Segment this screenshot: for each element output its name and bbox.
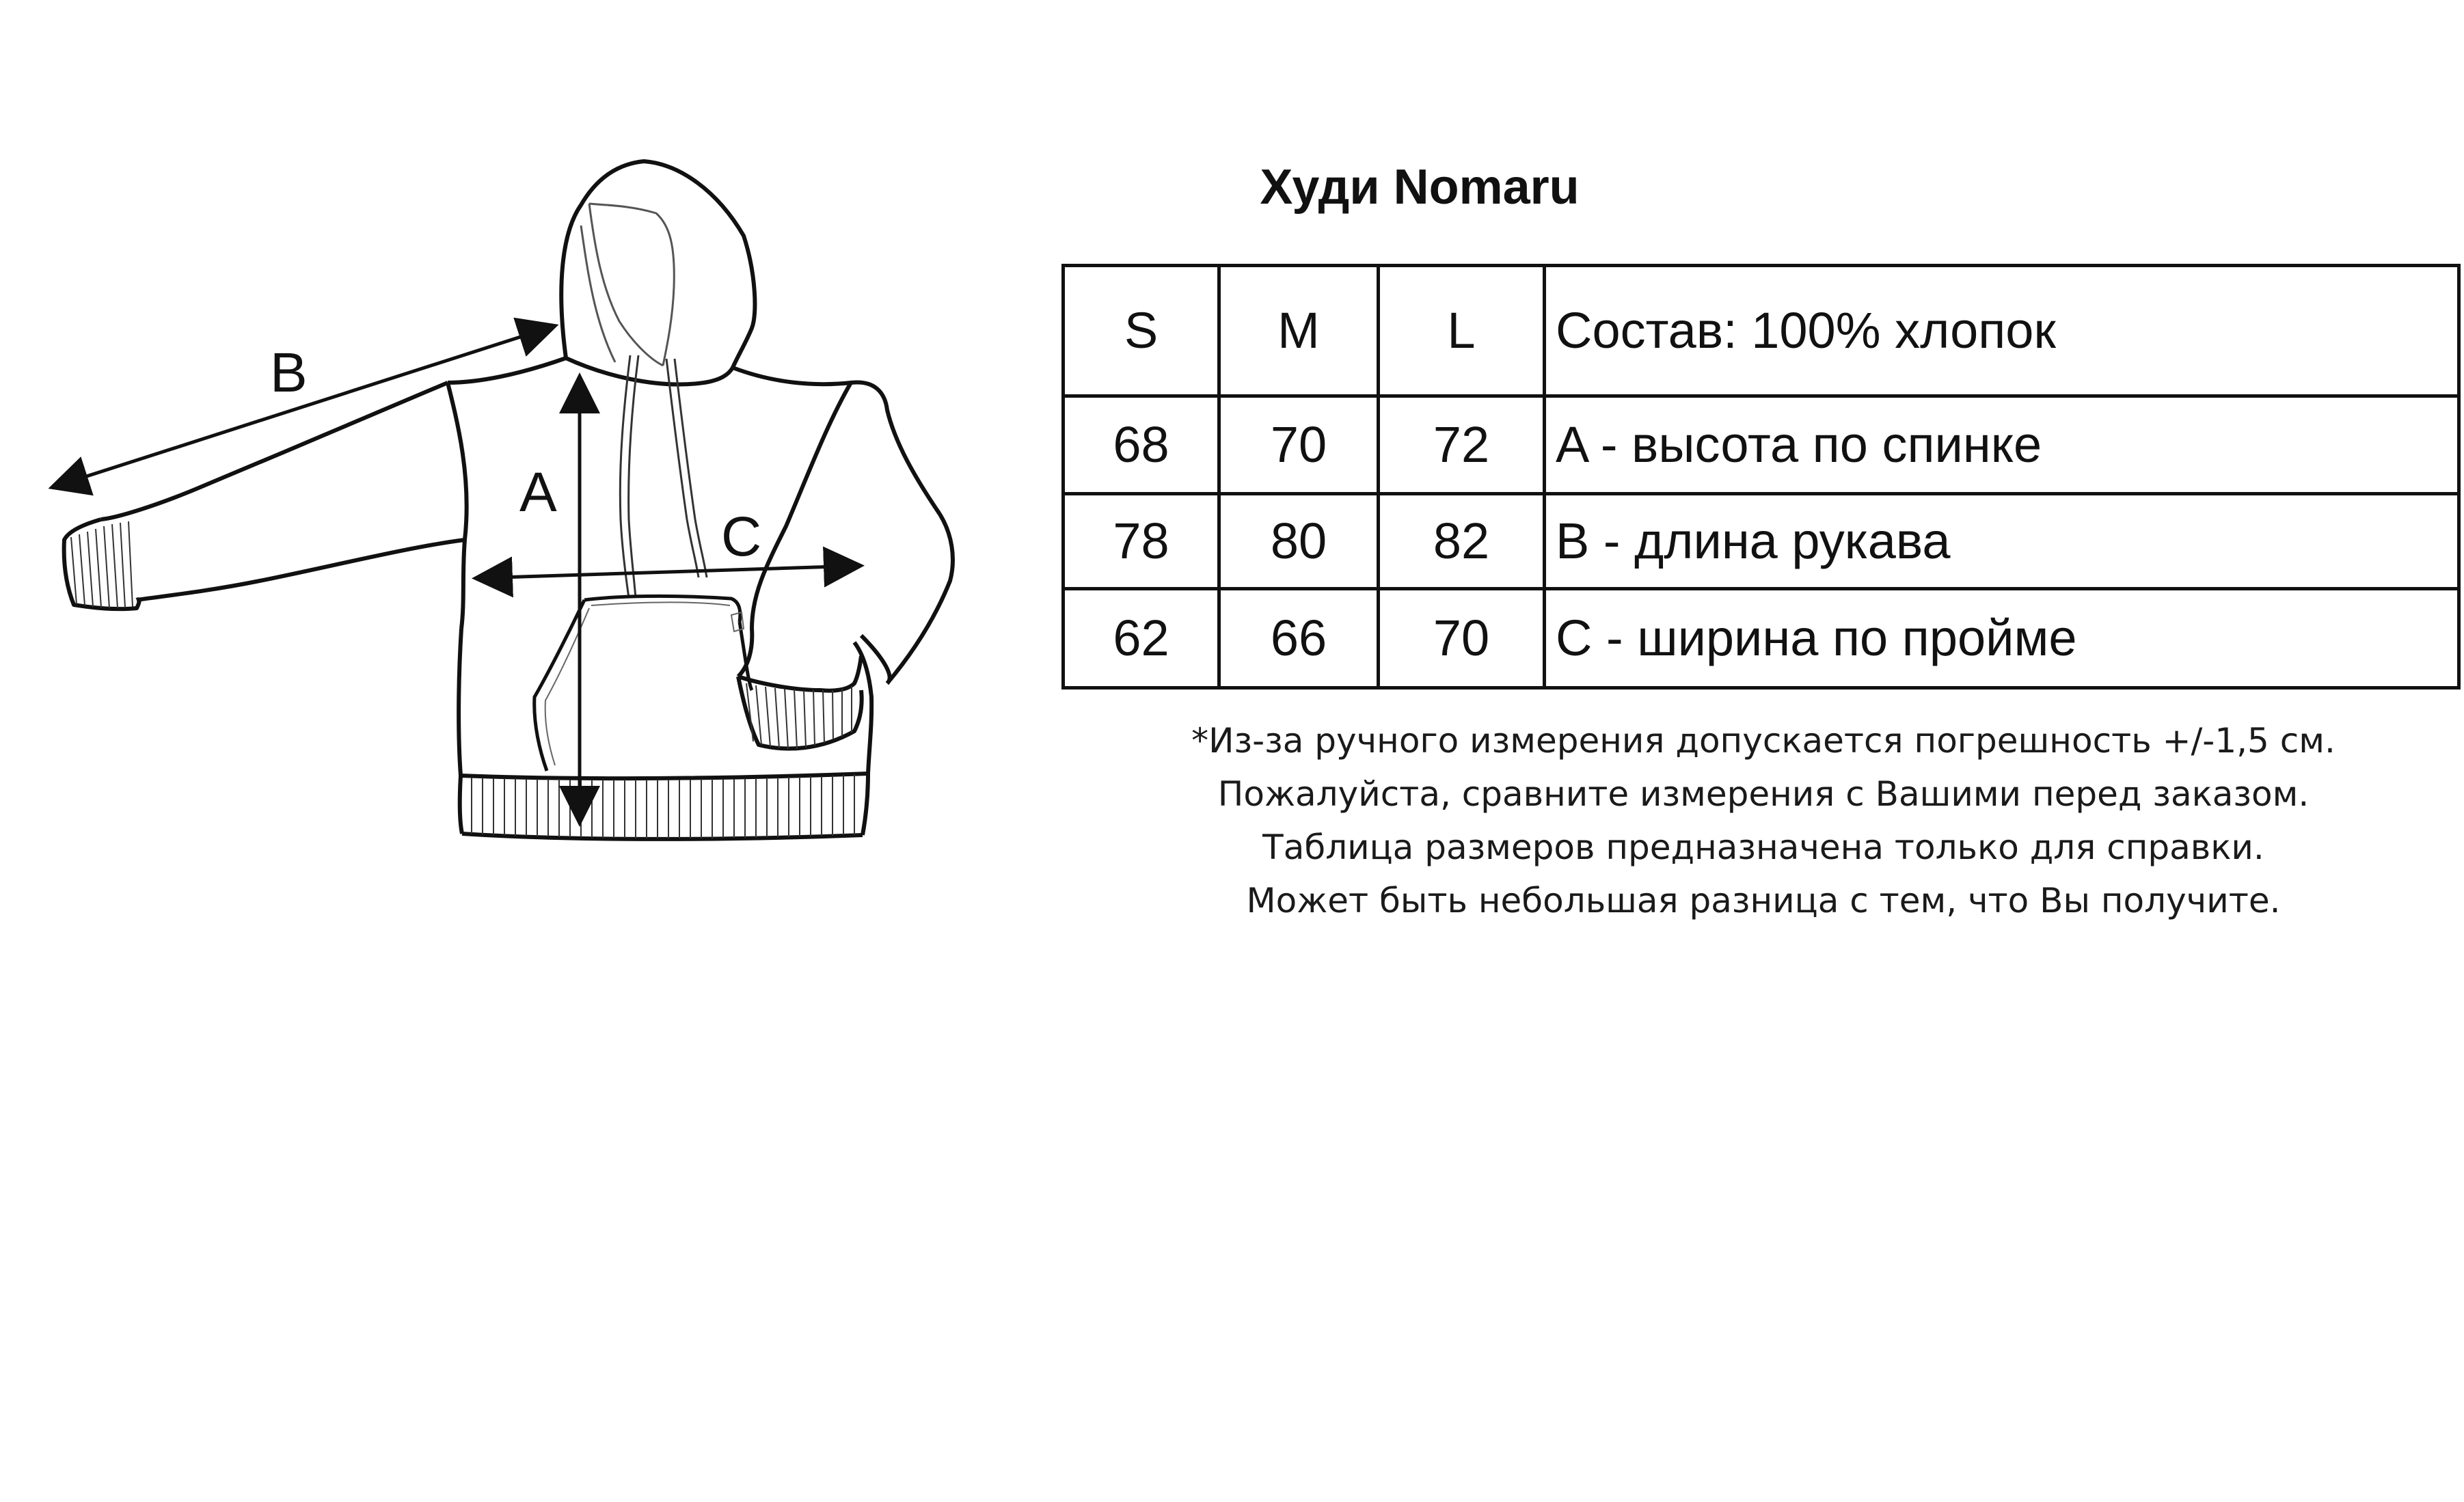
value-s-b: 78 — [1064, 494, 1219, 589]
table-row — [1064, 396, 2459, 494]
table-header-row — [1064, 266, 2459, 396]
size-m-header: M — [1219, 266, 1379, 396]
measure-c-line — [478, 566, 858, 578]
size-table — [1061, 264, 2461, 689]
measure-b-description: B - длина рукава — [1545, 494, 2459, 589]
composition-cell: Состав: 100% хлопок — [1545, 266, 2459, 396]
table-row — [1064, 494, 2459, 589]
waistband — [460, 774, 868, 839]
size-l-header: L — [1379, 266, 1545, 396]
value-l-c: 70 — [1379, 589, 1545, 688]
product-title: Худи Nomaru — [1260, 160, 1580, 215]
note-reference: Таблица размеров предназначена только для справки. — [1262, 828, 2264, 867]
value-l-a: 72 — [1379, 396, 1545, 494]
pocket-inner-stitch — [545, 603, 744, 766]
body — [448, 358, 953, 778]
note-tolerance: *Из-за ручного измерения допускается погрешность +/-1,5 см. — [1191, 721, 2336, 761]
value-m-b: 80 — [1219, 494, 1379, 589]
value-l-b: 82 — [1379, 494, 1545, 589]
left-cuff-ribbing — [71, 521, 133, 608]
measure-a-description: A - высота по спинке — [1545, 396, 2459, 494]
left-sleeve — [64, 383, 465, 609]
value-m-c: 66 — [1219, 589, 1379, 688]
value-m-a: 70 — [1219, 396, 1379, 494]
disclaimer-notes — [1114, 714, 2413, 927]
kangaroo-pocket — [534, 596, 752, 771]
note-difference: Может быть небольшая разница с тем, что Вы получите. — [1246, 881, 2281, 920]
hood-inner — [581, 204, 674, 366]
measure-a-label: A — [519, 461, 557, 523]
measure-c-label: C — [721, 506, 762, 568]
drawstrings — [620, 355, 707, 598]
hoodie-diagram — [0, 0, 1025, 888]
waistband-ribbing — [472, 774, 854, 838]
value-s-a: 68 — [1064, 396, 1219, 494]
table-row — [1064, 589, 2459, 688]
measure-b-label: B — [270, 342, 308, 404]
note-compare: Пожалуйста, сравните измерения с Вашими перед заказом. — [1217, 774, 2310, 814]
hood — [561, 161, 755, 384]
size-s-header: S — [1064, 266, 1219, 396]
measure-c-description: C - ширина по пройме — [1545, 589, 2459, 688]
value-s-c: 62 — [1064, 589, 1219, 688]
hoodie-sketch — [0, 0, 1025, 888]
